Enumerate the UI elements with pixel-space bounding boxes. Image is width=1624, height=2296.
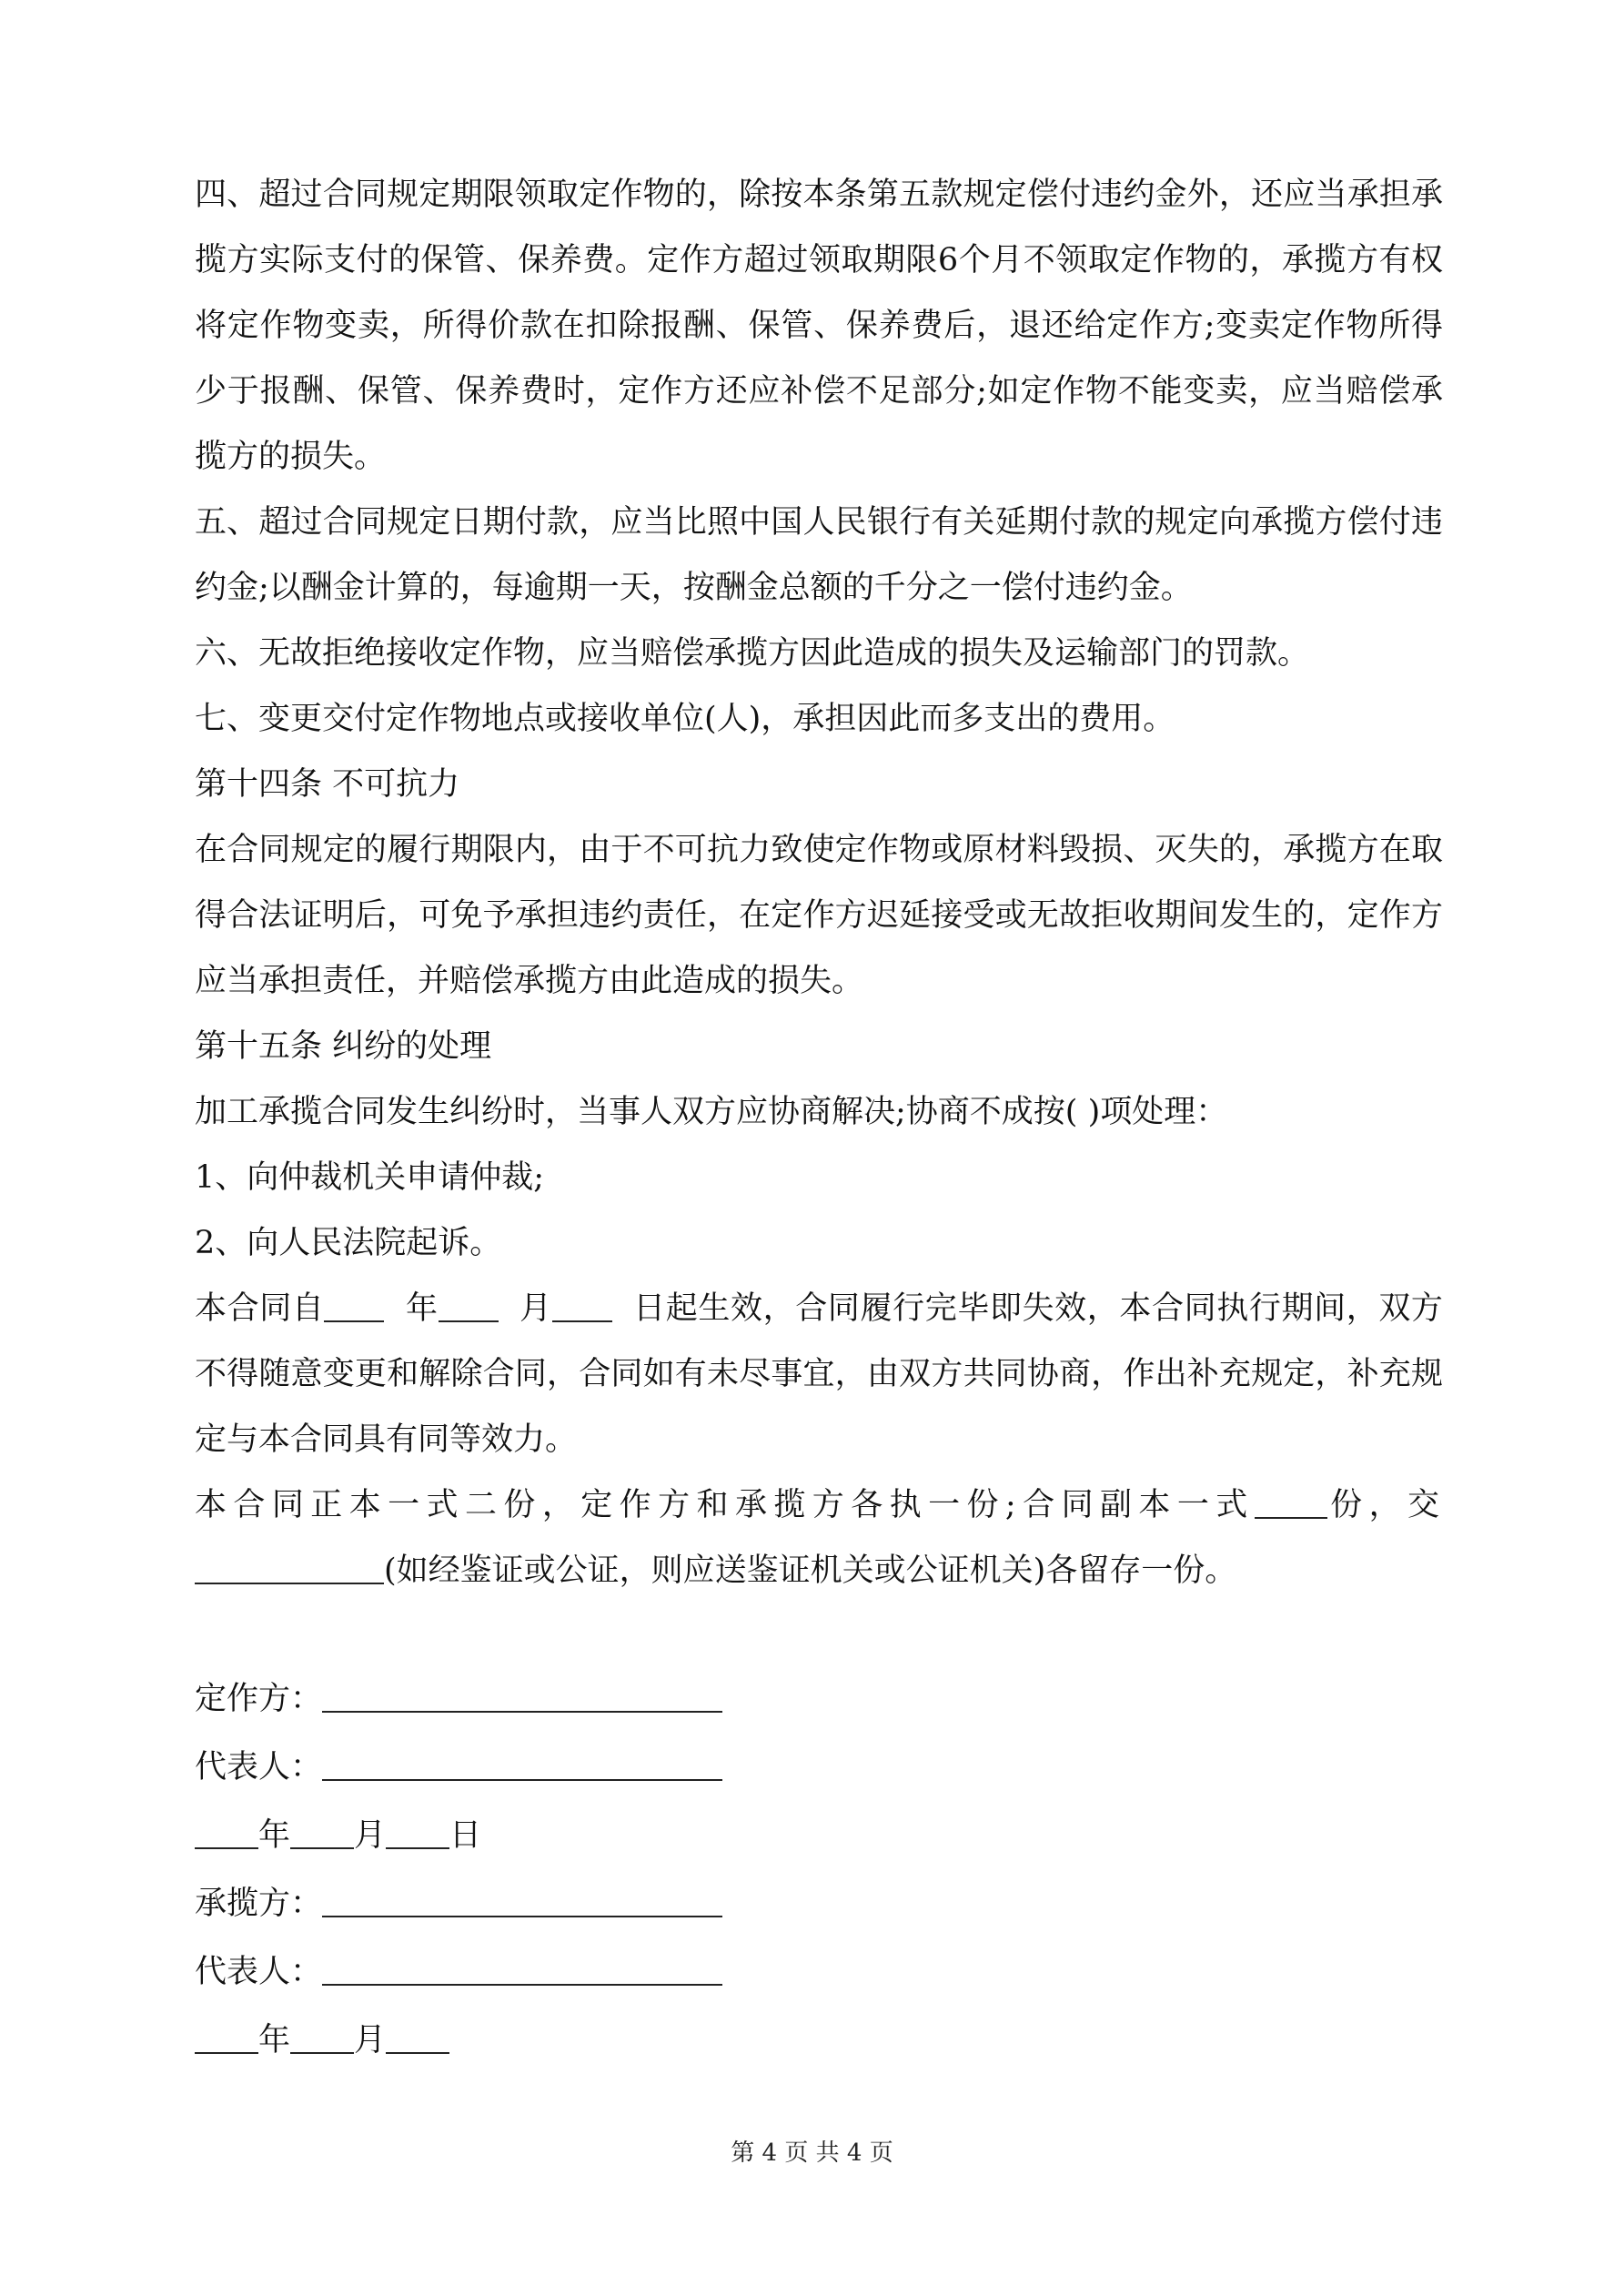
article-15-title: 第十五条 纠纷的处理	[195, 1028, 492, 1065]
copies-text-b: 份，交	[1326, 1487, 1443, 1523]
rep-b-field[interactable]	[322, 1955, 722, 1986]
spacer	[195, 1603, 1443, 1665]
date-a-year-label: 年	[258, 1817, 291, 1854]
clause-5: 五、超过合同规定日期付款，应当比照中国人民银行有关延期付款的规定向承揽方偿付违约金;以酬金计算的，每逾期一天，按酬金总额的千分之一偿付违约金。	[195, 504, 1443, 606]
rep-a-field[interactable]	[322, 1750, 722, 1781]
date-a-day-label: 日	[449, 1817, 482, 1854]
clause-6: 六、无故拒绝接收定作物，应当赔偿承揽方因此造成的损失及运输部门的罚款。	[195, 635, 1310, 672]
date-b-month-blank[interactable]	[290, 2023, 354, 2054]
date-a-day-blank[interactable]	[386, 1818, 449, 1849]
effective-month-label: 月	[519, 1290, 552, 1327]
date-b-year-blank[interactable]	[195, 2023, 258, 2054]
party-a-label: 定作方：	[195, 1681, 323, 1717]
effective-year-blank	[324, 1291, 384, 1322]
date-a-month-label: 月	[354, 1817, 387, 1854]
article-14-title: 第十四条 不可抗力	[195, 766, 460, 803]
rep-b-row	[195, 1938, 1443, 2007]
date-b-month-label: 月	[354, 2022, 387, 2058]
copies-recipient-blank	[195, 1553, 384, 1584]
copies-count-blank	[1255, 1488, 1327, 1519]
party-b-field[interactable]	[322, 1886, 722, 1917]
article-14-body: 在合同规定的履行期限内，由于不可抗力致使定作物或原材料毁损、灭失的，承揽方在取得合法证明后，可免予承担违约责任，在定作方迟延接受或无故拒收期间发生的，定作方应当承担责任，并赔偿承揽方由此造成的损失。	[195, 832, 1443, 999]
effective-day-blank	[552, 1291, 612, 1322]
clause-7: 七、变更交付定作物地点或接收单位(人)，承担因此而多支出的费用。	[195, 701, 1175, 737]
rep-a-row	[195, 1734, 1443, 1802]
party-b-row	[195, 1870, 1443, 1938]
date-b-year-label: 年	[258, 2022, 291, 2058]
effective-month-blank	[439, 1291, 499, 1322]
effective-prefix: 本合同自	[195, 1290, 325, 1327]
option-arbitration: 1、向仲裁机关申请仲裁;	[195, 1159, 545, 1196]
clause-4: 四、超过合同规定期限领取定作物的，除按本条第五款规定偿付违约金外，还应当承担承揽方实际支付的保管、保养费。定作方超过领取期限6个月不领取定作物的，承揽方有权将定作物变卖，所得价款在扣除报酬、保管、保养费后，退还给定作方;变卖定作物所得少于报酬、保管、保养费时，定作方还应补偿不足部分;如定作物不能变卖，应当赔偿承揽方的损失。	[195, 177, 1443, 475]
date-b-row	[195, 2007, 1443, 2075]
rep-a-label: 代表人：	[195, 1749, 323, 1785]
effective-clause	[195, 1276, 1443, 1472]
page-footer: 第 4 页 共 4 页	[731, 2139, 893, 2167]
copies-text-c: (如经鉴证或公证，则应送鉴证机关或公证机关)各留存一份。	[384, 1553, 1237, 1589]
document-body	[195, 162, 1443, 2075]
copies-clause	[195, 1472, 1443, 1603]
date-a-month-blank[interactable]	[290, 1818, 354, 1849]
article-15-body: 加工承揽合同发生纠纷时，当事人双方应协商解决;协商不成按( )项处理：	[195, 1094, 1228, 1130]
date-a-year-blank[interactable]	[195, 1818, 258, 1849]
party-a-row	[195, 1665, 1443, 1734]
party-a-field[interactable]	[322, 1682, 722, 1713]
party-b-label: 承揽方：	[195, 1886, 323, 1922]
date-b-day-blank[interactable]	[386, 2023, 449, 2054]
effective-year-label: 年	[405, 1290, 439, 1327]
copies-text-a: 本合同正本一式二份，定作方和承揽方各执一份;合同副本一式	[195, 1487, 1255, 1523]
date-a-row	[195, 1802, 1443, 1870]
option-court: 2、向人民法院起诉。	[195, 1225, 502, 1261]
rep-b-label: 代表人：	[195, 1954, 323, 1990]
effective-rest: 日起生效，合同履行完毕即失效，本合同执行期间，双方不得随意变更和解除合同，合同如有未尽事宜，由双方共同协商，作出补充规定，补充规定与本合同具有同等效力。	[195, 1290, 1443, 1458]
